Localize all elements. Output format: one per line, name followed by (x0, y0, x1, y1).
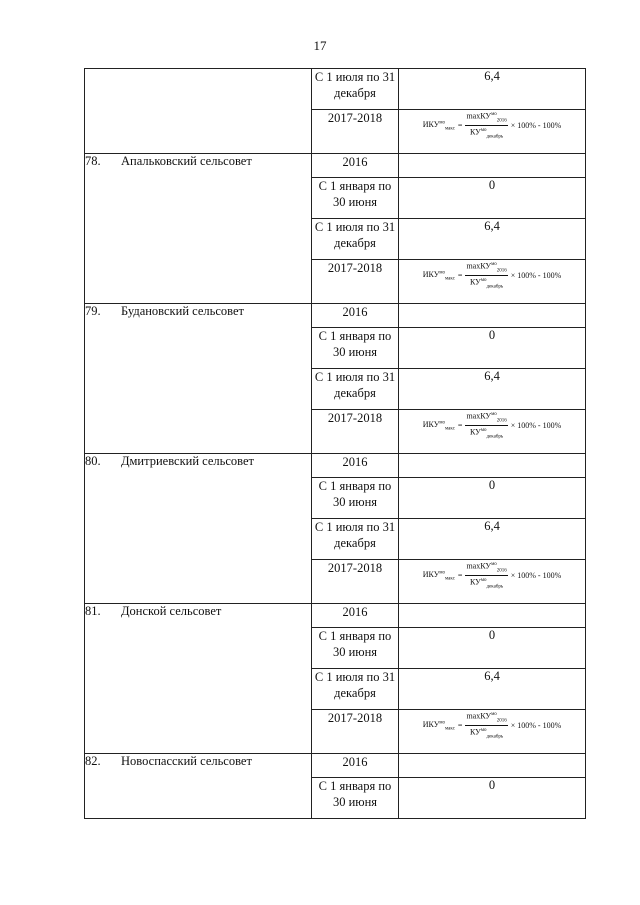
table-row (85, 754, 586, 778)
value-cell: 0 (399, 478, 586, 519)
growth-formula: $ИКУ^{мо}_{макс}$ = $\frac{\max КУ^{мо}_{2016}}{КУ^{мо}_{декабрь}}$ × 100% - 100% (422, 411, 562, 440)
settlement-name: Апальковский сельсовет (121, 154, 252, 168)
formula-fraction: $\frac{\max КУ^{мо}_{2016}}{КУ^{мо}_{декабрь}}$ (466, 561, 507, 590)
page-number: 17 (313, 38, 327, 53)
period-cell: С 1 июля по 31 декабря (312, 69, 399, 110)
entry-number: 79. (85, 304, 101, 318)
value-cell (399, 754, 586, 778)
period-cell: С 1 июля по 31 декабря (312, 519, 399, 560)
value-cell: 6,4 (399, 369, 586, 410)
value-cell: 0 (399, 178, 586, 219)
period-cell: 2016 (312, 604, 399, 628)
entry-number: 81. (85, 604, 101, 618)
formula-lhs: $ИКУ^{мо}_{макс}$ (422, 119, 455, 132)
table-row (85, 304, 586, 328)
settlement-cell (85, 154, 312, 304)
formula-fraction: $\frac{\max КУ^{мо}_{2016}}{КУ^{мо}_{декабрь}}$ (466, 711, 507, 740)
period-cell: С 1 января по 30 июня (312, 778, 399, 819)
formula-cell (399, 260, 586, 304)
tariff-table (84, 68, 586, 819)
value-cell: 6,4 (399, 69, 586, 110)
settlement-name: Будановский сельсовет (121, 304, 244, 318)
entry-number: 82. (85, 754, 101, 768)
value-cell (399, 154, 586, 178)
formula-fraction: $\frac{\max КУ^{мо}_{2016}}{КУ^{мо}_{декабрь}}$ (466, 261, 507, 290)
period-cell: 2016 (312, 454, 399, 478)
growth-formula: $ИКУ^{мо}_{макс}$ = $\frac{\max КУ^{мо}_{2016}}{КУ^{мо}_{декабрь}}$ × 100% - 100% (422, 111, 562, 140)
settlement-name: Новоспасский сельсовет (121, 754, 252, 768)
value-cell (399, 454, 586, 478)
growth-formula: $ИКУ^{мо}_{макс}$ = $\frac{\max КУ^{мо}_{2016}}{КУ^{мо}_{декабрь}}$ × 100% - 100% (422, 561, 562, 590)
formula-lhs: $ИКУ^{мо}_{макс}$ (422, 719, 455, 732)
period-cell: 2016 (312, 304, 399, 328)
growth-formula: $ИКУ^{мо}_{макс}$ = $\frac{\max КУ^{мо}_{2016}}{КУ^{мо}_{декабрь}}$ × 100% - 100% (422, 261, 562, 290)
period-cell: С 1 января по 30 июня (312, 328, 399, 369)
table-row (85, 69, 586, 110)
value-cell: 0 (399, 778, 586, 819)
formula-lhs: $ИКУ^{мо}_{макс}$ (422, 269, 455, 282)
formula-lhs: $ИКУ^{мо}_{макс}$ (422, 569, 455, 582)
period-cell: 2017-2018 (312, 710, 399, 754)
value-cell (399, 604, 586, 628)
period-cell: 2016 (312, 754, 399, 778)
period-cell: 2017-2018 (312, 110, 399, 154)
value-cell: 6,4 (399, 519, 586, 560)
value-cell: 0 (399, 328, 586, 369)
table-row (85, 454, 586, 478)
table-row (85, 604, 586, 628)
period-cell: 2017-2018 (312, 410, 399, 454)
period-cell: 2017-2018 (312, 260, 399, 304)
settlement-cell (85, 304, 312, 454)
entry-number: 78. (85, 154, 101, 168)
settlement-name: Донской сельсовет (121, 604, 222, 618)
formula-fraction: $\frac{\max КУ^{мо}_{2016}}{КУ^{мо}_{декабрь}}$ (466, 411, 507, 440)
period-cell: С 1 июля по 31 декабря (312, 219, 399, 260)
table-row (85, 154, 586, 178)
period-cell: 2017-2018 (312, 560, 399, 604)
period-cell: С 1 июля по 31 декабря (312, 369, 399, 410)
value-cell: 0 (399, 628, 586, 669)
settlement-cell (85, 454, 312, 604)
settlement-cell (85, 604, 312, 754)
settlement-name: Дмитриевский сельсовет (121, 454, 255, 468)
period-cell: С 1 июля по 31 декабря (312, 669, 399, 710)
formula-cell (399, 560, 586, 604)
formula-cell (399, 410, 586, 454)
growth-formula: $ИКУ^{мо}_{макс}$ = $\frac{\max КУ^{мо}_{2016}}{КУ^{мо}_{декабрь}}$ × 100% - 100% (422, 711, 562, 740)
period-cell: С 1 января по 30 июня (312, 628, 399, 669)
formula-fraction: $\frac{\max КУ^{мо}_{2016}}{КУ^{мо}_{декабрь}}$ (466, 111, 507, 140)
value-cell: 6,4 (399, 219, 586, 260)
period-cell: С 1 января по 30 июня (312, 478, 399, 519)
formula-lhs: $ИКУ^{мо}_{макс}$ (422, 419, 455, 432)
settlement-cell (85, 69, 312, 154)
value-cell (399, 304, 586, 328)
formula-cell (399, 110, 586, 154)
settlement-cell (85, 754, 312, 819)
formula-cell (399, 710, 586, 754)
period-cell: 2016 (312, 154, 399, 178)
entry-number: 80. (85, 454, 101, 468)
period-cell: С 1 января по 30 июня (312, 178, 399, 219)
value-cell: 6,4 (399, 669, 586, 710)
